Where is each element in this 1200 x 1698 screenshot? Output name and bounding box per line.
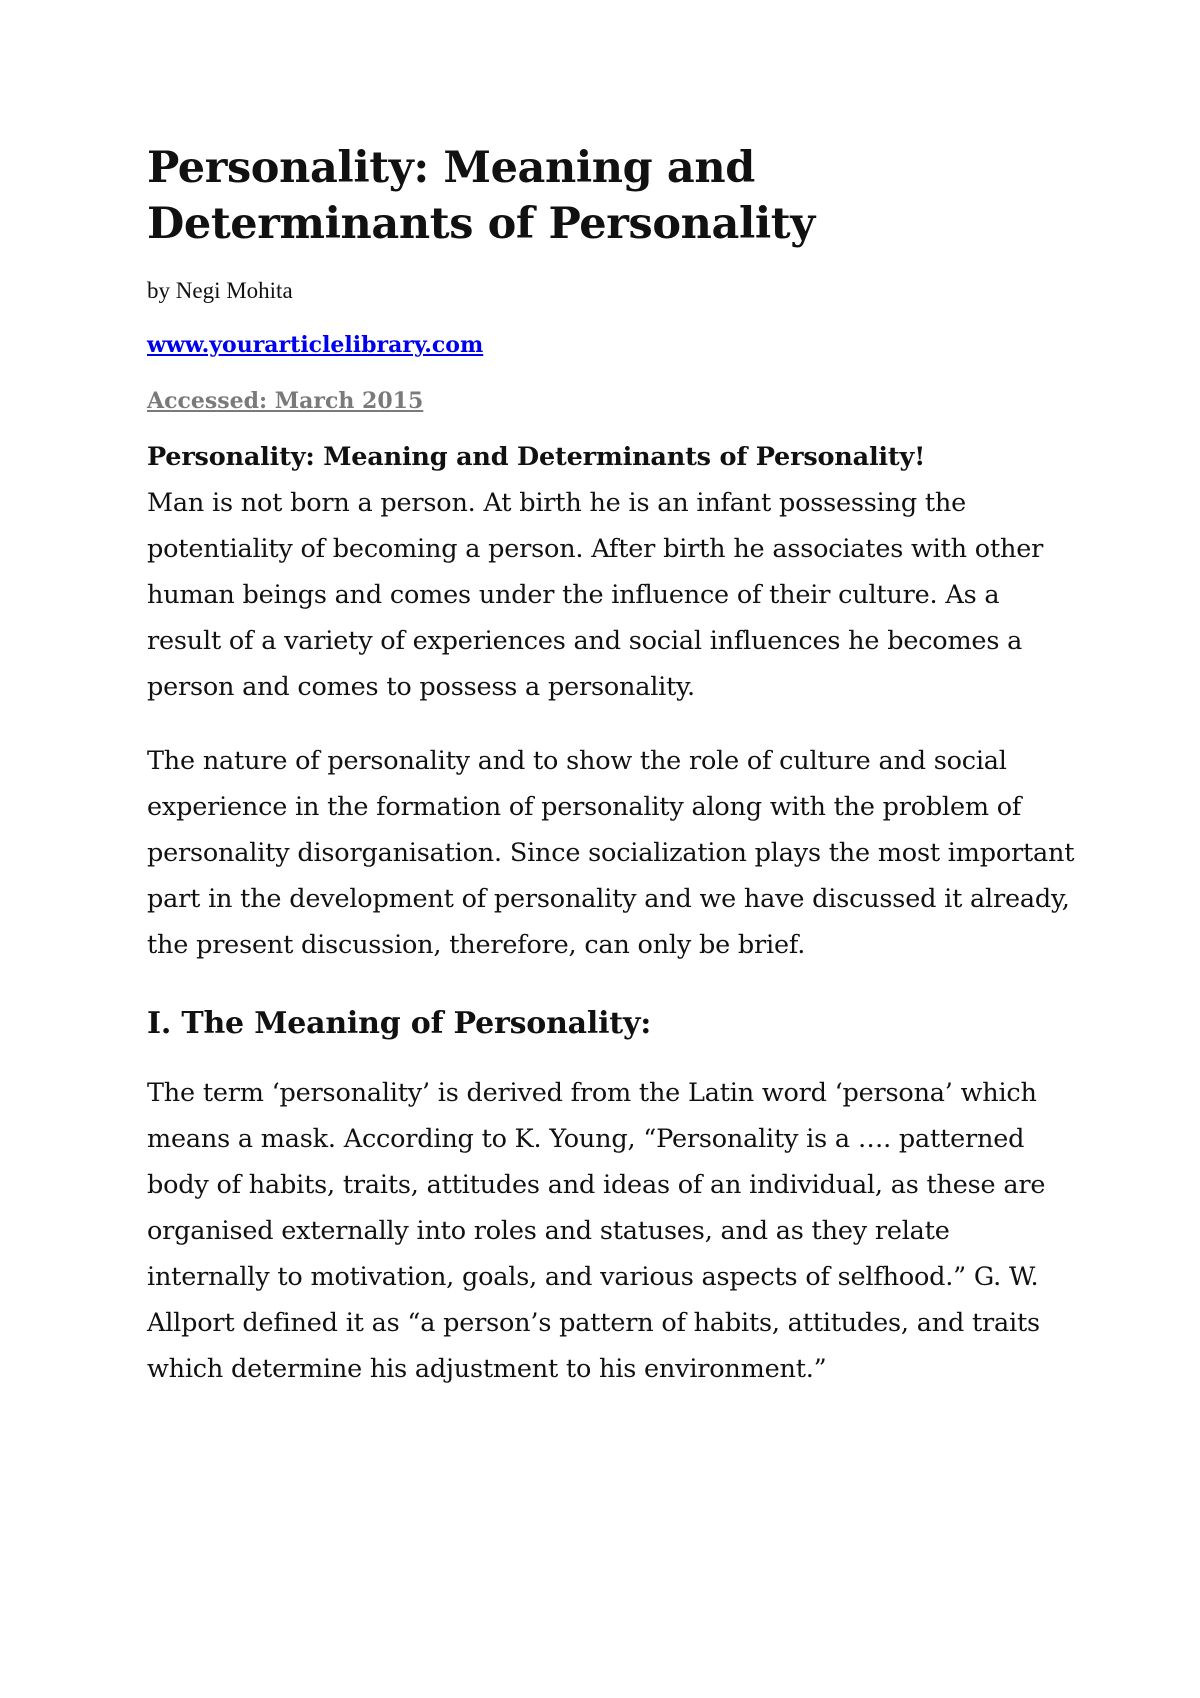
section-heading-meaning: I. The Meaning of Personality: xyxy=(147,1006,652,1041)
page-title: Personality: Meaning and Determinants of Personality xyxy=(147,143,815,249)
document-page xyxy=(147,140,1077,1392)
accessed-date: Accessed: March 2015 xyxy=(147,388,424,414)
intro-lead-heading: Personality: Meaning and Determinants of Personality! xyxy=(147,442,926,472)
author-byline: by Negi Mohita xyxy=(147,278,293,303)
nature-paragraph: The nature of personality and to show the role of culture and social experience in the formation of personality along with the problem of personality disorganisation. Since socialization plays the most important part in the development of personality and we have discussed it already, the present discussion, therefore, can only be brief. xyxy=(147,746,1075,960)
meaning-paragraph: The term ‘personality’ is derived from the Latin word ‘persona’ which means a mask. According to K. Young, “Personality is a …. patterned body of habits, traits, attitudes and ideas of an individual, as these are organised externally into roles and statuses, and as they relate internally to motivation, goals, and various aspects of selfhood.” G. W. Allport defined it as “a person’s pattern of habits, attitudes, and traits which determine his adjustment to his environment.” xyxy=(147,1078,1046,1384)
intro-text: Man is not born a person. At birth he is an infant possessing the potentiality of becoming a person. After birth he associates with other human beings and comes under the influence of their culture. As a result of a variety of experiences and social influences he becomes a person and comes to possess a personality. xyxy=(147,488,1044,702)
source-link[interactable]: www.yourarticlelibrary.com xyxy=(147,332,484,358)
intro-paragraph xyxy=(147,434,1077,710)
